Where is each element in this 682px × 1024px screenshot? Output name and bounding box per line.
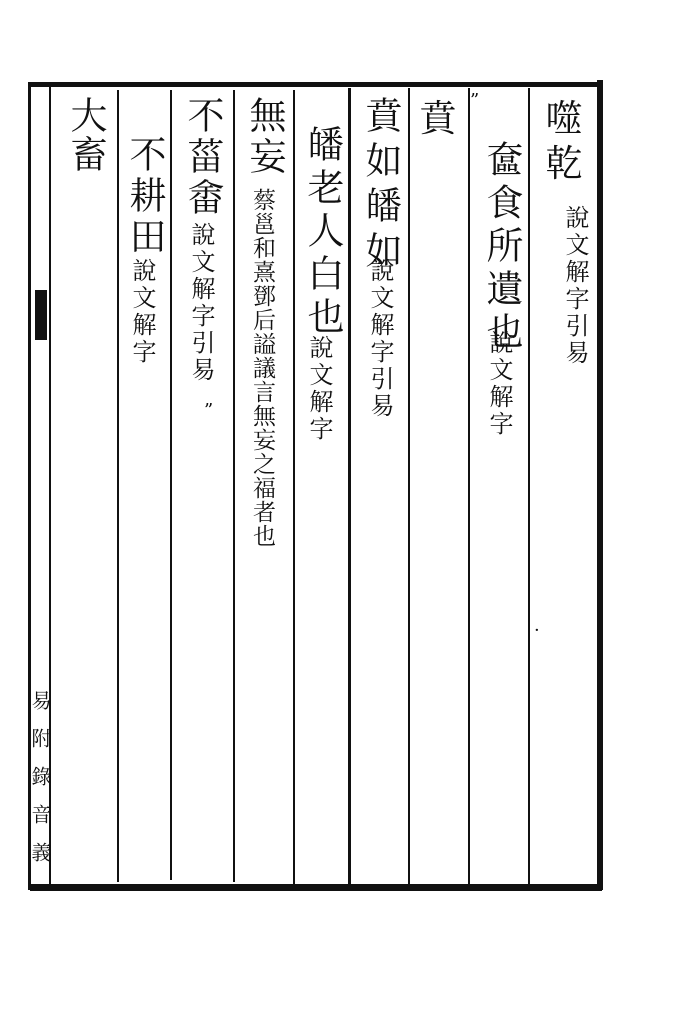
column-rule — [408, 88, 410, 886]
note-text: 說文解字 — [128, 258, 156, 366]
text: 不耕田 — [123, 135, 166, 258]
note-text: 說文解字 — [485, 330, 513, 438]
note-column-bugeng — [114, 258, 170, 366]
note-text: 說文解字 — [305, 335, 333, 443]
column-rule — [468, 88, 470, 884]
note-text: 說文解字引易 — [561, 205, 589, 367]
heading: 賁 — [419, 97, 457, 140]
note-column-pan — [290, 335, 348, 443]
heading: 大畜 — [64, 96, 107, 174]
note-column-wuwang — [232, 188, 292, 548]
right-border — [597, 80, 603, 890]
text: 奩食所遺也 — [480, 140, 523, 355]
note-text: 說文解字引易 — [187, 222, 215, 384]
text-column-pan — [298, 125, 346, 340]
dot-mark: ” — [204, 400, 214, 421]
text-column-food — [478, 140, 524, 355]
text: 賁如皤如 — [359, 96, 402, 276]
text-column-shike — [542, 96, 586, 185]
bottom-rule — [30, 884, 602, 891]
heading: 無妄 — [243, 96, 286, 178]
note-text: 蔡邕和熹鄧后謚議言無妄之福者也 — [249, 188, 275, 548]
text-column-buzi — [178, 96, 226, 219]
text-column-bi — [414, 96, 462, 141]
text-column-bi2 — [356, 96, 404, 276]
column-rule — [528, 88, 530, 886]
column-rule — [348, 88, 351, 886]
note-column-food — [470, 330, 528, 438]
column-rule — [293, 90, 295, 884]
dot-mark: · — [534, 620, 540, 641]
margin-mark-bar — [35, 290, 47, 340]
text: 皤老人白也 — [301, 125, 344, 340]
note-column-buzi — [170, 222, 232, 384]
text-column-dachu — [62, 96, 108, 174]
quote-mark: ” — [470, 90, 480, 111]
column-rule — [170, 90, 172, 880]
heading: 不菑畬 — [181, 96, 224, 219]
margin-title — [28, 690, 52, 880]
column-rule — [117, 90, 119, 882]
note-column-bi2 — [352, 258, 408, 420]
text-column-wuwang — [240, 96, 288, 178]
note-text: 說文解字引易 — [366, 258, 394, 420]
note-column-shike — [550, 205, 600, 367]
char: 噬乾 — [545, 97, 583, 185]
margin-text: 易附錄音義 — [28, 690, 52, 880]
text-column-bugeng — [122, 135, 166, 258]
top-rule — [30, 82, 602, 87]
